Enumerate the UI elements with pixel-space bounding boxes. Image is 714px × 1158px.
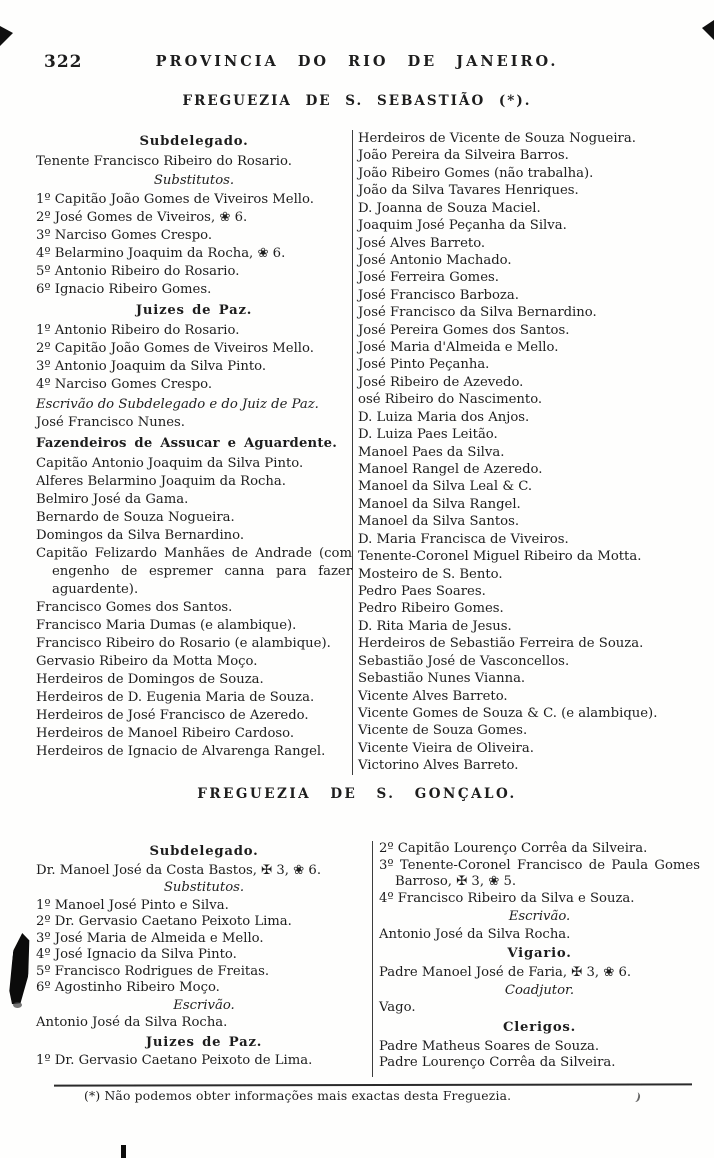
role-heading: Subdelegado. — [139, 134, 249, 149]
directory-line: Gervasio Ribeiro da Motta Moço. — [36, 654, 258, 669]
ink-blot-artifact — [7, 932, 34, 1006]
directory-line: Pedro Paes Soares. — [358, 583, 486, 599]
role-heading: Escrivão. — [173, 997, 235, 1013]
directory-line: 2º Capitão Lourenço Corrêa da Silveira. — [379, 841, 648, 856]
directory-line: 1º Dr. Gervasio Caetano Peixoto de Lima. — [36, 1053, 313, 1068]
role-heading: Substitutos. — [163, 880, 245, 895]
directory-line: 2º José Gomes de Viveiros, ❀ 6. — [36, 210, 248, 225]
section-sebastiao-columns — [36, 130, 696, 775]
directory-line: Vicente Vieira de Oliveira. — [358, 740, 534, 756]
directory-line: Vicente de Souza Gomes. — [358, 723, 528, 739]
directory-line: Capitão Antonio Joaquim da Silva Pinto. — [36, 456, 304, 471]
directory-line: 1º Manoel José Pinto e Silva. — [36, 897, 229, 913]
role-heading: Substitutos. — [153, 173, 235, 188]
directory-line: José Maria d'Almeida e Mello. — [358, 340, 559, 356]
directory-line: José Ferreira Gomes. — [358, 270, 499, 286]
directory-line: Mosteiro de S. Bento. — [358, 566, 503, 582]
directory-line: Francisco Ribeiro do Rosario (e alambique). — [36, 636, 331, 651]
directory-line: Manoel da Silva Leal & C. — [358, 479, 533, 495]
directory-line: Herdeiros de José Francisco de Azeredo. — [36, 708, 309, 723]
directory-line: Herdeiros de D. Eugenia Maria de Souza. — [36, 690, 315, 705]
role-heading: Vigario. — [507, 946, 572, 962]
directory-line: Herdeiros de Vicente de Souza Nogueira. — [358, 131, 636, 146]
directory-line: D. Joanna de Souza Maciel. — [358, 200, 541, 216]
page-header: PROVINCIA DO RIO DE JANEIRO. — [155, 53, 559, 70]
directory-line: 3º Narciso Gomes Crespo. — [36, 228, 213, 243]
role-heading: Escrivão. — [508, 908, 571, 924]
role-heading: Juizes de Paz. — [135, 303, 253, 318]
directory-line: José Francisco Barboza. — [358, 287, 519, 303]
directory-line: José Francisco Nunes. — [36, 415, 185, 430]
directory-line: 6º Ignacio Ribeiro Gomes. — [36, 282, 212, 297]
scan-artifact-corner-right — [702, 20, 714, 40]
directory-line: Vago. — [379, 1000, 416, 1016]
directory-line: D. Luiza Paes Leitão. — [358, 427, 498, 443]
role-heading: Escrivão do Subdelegado e do Juiz de Paz. — [36, 397, 319, 412]
footnote-text: (*) Não podemos obter informações mais exactas desta Freguezia. — [84, 1089, 512, 1103]
directory-line: 4º Narciso Gomes Crespo. — [36, 377, 213, 392]
directory-line: 3º Antonio Joaquim da Silva Pinto. — [36, 359, 267, 374]
directory-line: Herdeiros de Domingos de Souza. — [36, 672, 264, 687]
directory-line: D. Maria Francisca de Viveiros. — [358, 531, 569, 547]
directory-line: Antonio José da Silva Rocha. — [36, 1015, 228, 1030]
directory-line: Victorino Alves Barreto. — [358, 758, 519, 774]
directory-line: 6º Agostinho Ribeiro Moço. — [36, 980, 220, 995]
ink-speck — [13, 1002, 22, 1008]
directory-line: Herdeiros de Sebastião Ferreira de Souza. — [358, 636, 644, 652]
directory-line: Sebastião José de Vasconcellos. — [358, 653, 570, 669]
directory-line: Padre Matheus Soares de Souza. — [379, 1038, 600, 1054]
directory-line: Francisco Gomes dos Santos. — [36, 600, 233, 615]
directory-line: Capitão Felizardo Manhães de Andrade (com engenho de espremer canna para fazer aguardente). — [36, 546, 352, 597]
directory-line: Francisco Maria Dumas (e alambique). — [36, 618, 297, 633]
role-heading: Clerigos. — [502, 1020, 577, 1036]
directory-line: Herdeiros de Ignacio de Alvarenga Rangel. — [36, 744, 326, 759]
directory-line: Joaquim José Peçanha da Silva. — [358, 218, 567, 234]
directory-line: Belmiro José da Gama. — [36, 492, 189, 507]
ink-speck — [631, 1091, 641, 1103]
directory-line: Manoel da Silva Rangel. — [358, 496, 521, 512]
directory-line: Padre Lourenço Corrêa da Silveira. — [379, 1055, 616, 1071]
directory-line: D. Luiza Maria dos Anjos. — [358, 409, 530, 425]
directory-line: Vicente Gomes de Souza & C. (e alambique). — [358, 705, 658, 721]
footnote-rule — [54, 1083, 692, 1086]
directory-line: 5º Antonio Ribeiro do Rosario. — [36, 264, 240, 279]
directory-line: osé Ribeiro do Nascimento. — [358, 392, 543, 408]
role-heading: Coadjutor. — [504, 982, 575, 998]
directory-line: Padre Manoel José de Faria, ✠ 3, ❀ 6. — [379, 964, 632, 980]
column-right — [353, 130, 696, 775]
directory-line: José Antonio Machado. — [358, 252, 512, 268]
directory-line: Tenente-Coronel Miguel Ribeiro da Motta. — [358, 549, 642, 565]
role-heading: Fazendeiros de Assucar e Aguardente. — [36, 436, 338, 451]
directory-line: João Pereira da Silveira Barros. — [358, 148, 569, 164]
directory-line: José Ribeiro de Azevedo. — [358, 374, 524, 390]
directory-line: Tenente Francisco Ribeiro do Rosario. — [36, 154, 292, 169]
scan-artifact-corner-left — [0, 26, 13, 46]
directory-line: João da Silva Tavares Henriques. — [358, 183, 579, 199]
column-left — [36, 130, 353, 775]
section-goncalo-columns — [36, 841, 700, 1077]
directory-line: 5º Francisco Rodrigues de Freitas. — [36, 963, 270, 979]
directory-line: Vicente Alves Barreto. — [358, 688, 508, 704]
directory-line: Sebastião Nunes Vianna. — [358, 671, 526, 687]
directory-line: Manoel Rangel de Azeredo. — [358, 462, 543, 478]
directory-line: 4º Francisco Ribeiro da Silva e Souza. — [379, 891, 635, 907]
column-left — [36, 841, 373, 1077]
directory-line: 3º Tenente-Coronel Francisco de Paula Gomes Barroso, ✠ 3, ❀ 5. — [379, 857, 700, 890]
directory-line: Bernardo de Souza Nogueira. — [36, 510, 235, 525]
directory-line: Antonio José da Silva Rocha. — [379, 926, 571, 942]
directory-line: Dr. Manoel José da Costa Bastos, ✠ 3, ❀ 6. — [36, 862, 322, 878]
directory-line: José Pinto Peçanha. — [358, 357, 490, 373]
column-right — [373, 841, 700, 1077]
scan-artifact-bottom — [121, 1145, 126, 1158]
section-title-sebastiao: FREGUEZIA DE S. SEBASTIÃO (*). — [182, 93, 532, 109]
directory-line: 2º Capitão João Gomes de Viveiros Mello. — [36, 341, 314, 356]
directory-line: Alferes Belarmino Joaquim da Rocha. — [36, 474, 286, 489]
directory-line: 1º Capitão João Gomes de Viveiros Mello. — [36, 192, 314, 207]
directory-line: 4º Belarmino Joaquim da Rocha, ❀ 6. — [36, 246, 286, 261]
section-title-goncalo: FREGUEZIA DE S. GONÇALO. — [197, 786, 517, 802]
directory-line: 2º Dr. Gervasio Caetano Peixoto Lima. — [36, 914, 292, 929]
directory-line: José Alves Barreto. — [358, 235, 486, 251]
directory-line: Domingos da Silva Bernardino. — [36, 528, 245, 543]
directory-line: Manoel da Silva Santos. — [358, 514, 520, 530]
directory-line: D. Rita Maria de Jesus. — [358, 618, 512, 634]
directory-line: Herdeiros de Manoel Ribeiro Cardoso. — [36, 726, 295, 741]
directory-line: José Pereira Gomes dos Santos. — [358, 322, 570, 338]
directory-line: João Ribeiro Gomes (não trabalha). — [358, 165, 594, 181]
directory-line: Manoel Paes da Silva. — [358, 444, 505, 460]
directory-line: 4º José Ignacio da Silva Pinto. — [36, 947, 237, 962]
role-heading: Juizes de Paz. — [145, 1034, 263, 1050]
directory-line: 1º Antonio Ribeiro do Rosario. — [36, 323, 240, 338]
role-heading: Subdelegado. — [149, 844, 259, 859]
page-number: 322 — [44, 52, 83, 72]
directory-line: José Francisco da Silva Bernardino. — [358, 305, 597, 321]
directory-line: 3º José Maria de Almeida e Mello. — [36, 930, 264, 946]
directory-line: Pedro Ribeiro Gomes. — [358, 601, 504, 617]
